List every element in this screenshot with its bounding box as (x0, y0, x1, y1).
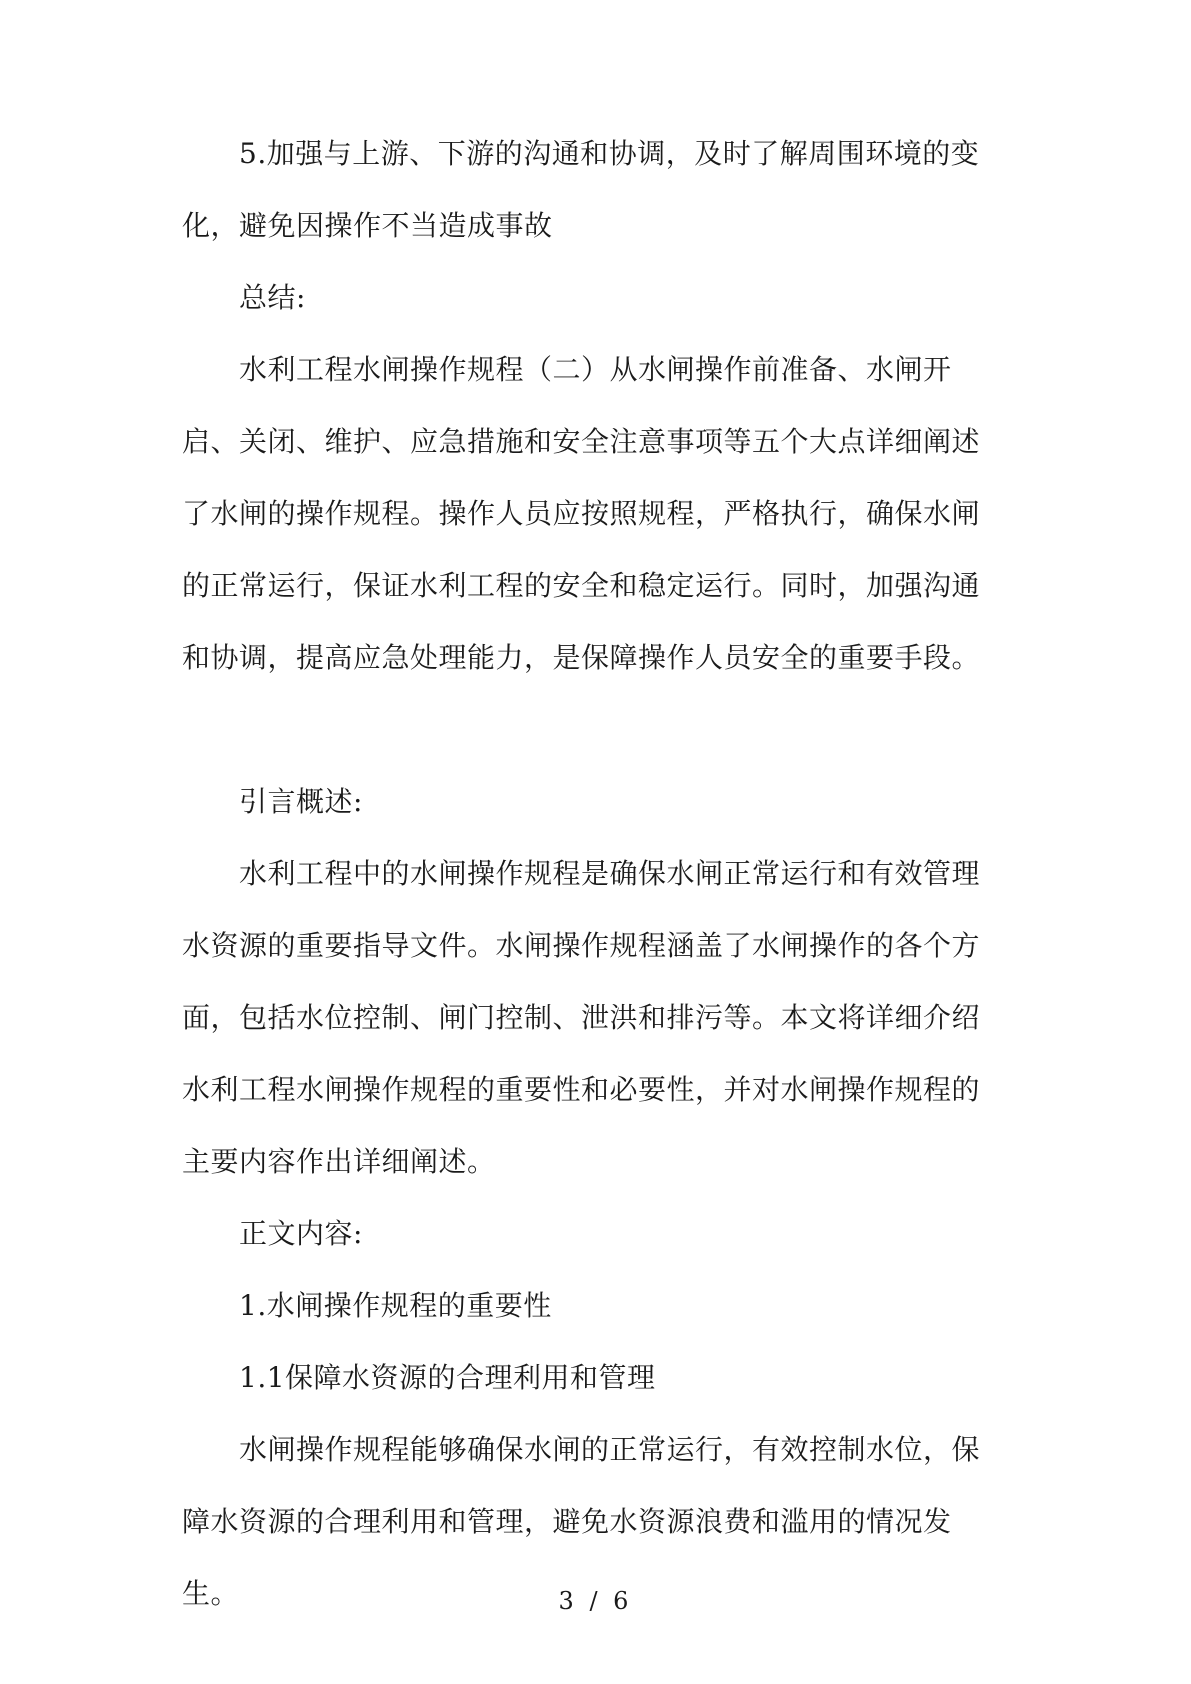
summary-heading: 总结: (239, 281, 306, 314)
page-number: 3 / 6 (558, 1587, 633, 1615)
intro-paragraph: 水利工程中的水闸操作规程是确保水闸正常运行和有效管理水资源的重要指导文件。水闸操作规程涵盖了水闸操作的各个方面，包括水位控制、闸门控制、泄洪和排污等。本文将详细介绍水利工程水闸操作规程的重要性和必要性，并对水闸操作规程的主要内容作出详细阐述。 (182, 857, 981, 1178)
section-heading-1: 1.水闸操作规程的重要性 (239, 1289, 552, 1322)
intro-heading: 引言概述: (239, 785, 363, 818)
body-text (182, 118, 1000, 1630)
subsection-paragraph-1-1: 水闸操作规程能够确保水闸的正常运行，有效控制水位，保障水资源的合理利用和管理，避免水资源浪费和滥用的情况发生。 (182, 1433, 981, 1610)
section-gap (182, 694, 1000, 766)
summary-paragraph: 水利工程水闸操作规程（二）从水闸操作前准备、水闸开启、关闭、维护、应急措施和安全注意事项等五个大点详细阐述了水闸的操作规程。操作人员应按照规程，严格执行，确保水闸的正常运行，保证水利工程的安全和稳定运行。同时，加强沟通和协调，提高应急处理能力，是保障操作人员安全的重要手段。 (182, 353, 981, 674)
subsection-heading-1-1: 1.1保障水资源的合理利用和管理 (239, 1361, 656, 1394)
paragraph-item-5: 5.加强与上游、下游的沟通和协调，及时了解周围环境的变化，避免因操作不当造成事故 (182, 137, 980, 242)
body-heading: 正文内容: (239, 1217, 363, 1250)
